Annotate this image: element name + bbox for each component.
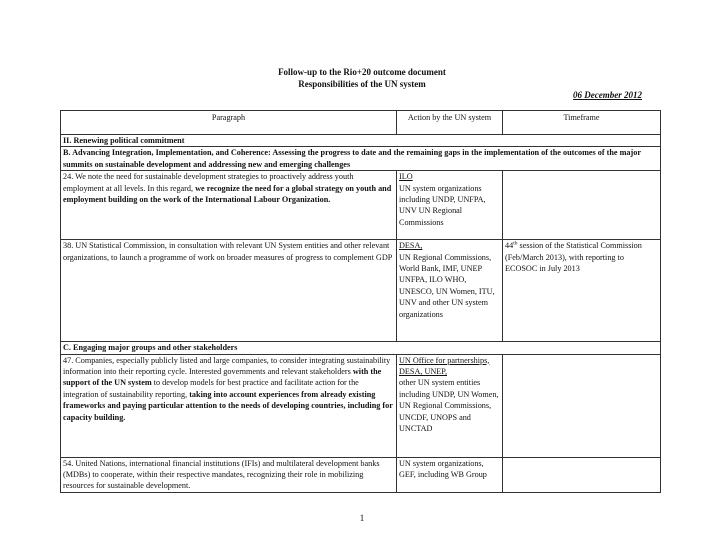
paragraph-cell: 54. United Nations, international financial institutions (IFIs) and multilateral development banks (MDBs) to cooperate, within their respective mandates, recognizing their role in mobilizing resources for sustainable development. [61,457,397,492]
table-header-row [61,111,661,135]
supporting-agencies: UN system organizations including UNDP, UNFPA, UNV UN Regional Commissions [399,183,486,227]
session-number: 44 [505,241,514,251]
section-row [61,342,661,354]
timeframe-cell [503,457,661,492]
paragraph-cell [61,354,397,457]
document-subtitle: Responsibilities of the UN system [298,79,426,89]
section-heading-ii: II. Renewing political commitment [61,135,661,147]
supporting-agencies: UN Regional Commissions, World Bank, IMF, UNEP UNFPA, ILO WHO, UNESCO, UN Women, ITU, UNV and other UN system organizations [399,252,495,319]
action-cell: UN system organizations, GEF, including WB Group [397,457,503,492]
paragraph-emphasis: taking into account experiences from already existing frameworks and paying particular attention to the needs of developing countries, including for capacity building. [63,389,393,422]
paragraph-cell [61,171,397,240]
timeframe-cell [503,171,661,240]
action-cell [397,171,503,240]
session-ordinal: th [513,240,518,247]
section-row [61,135,661,147]
paragraph-text: 47. Companies, especially publicly listed and large companies, to consider integrating sustainability information into their reporting cycle. Interested governments and relevant stakeholders [63,355,391,377]
lead-agency: UN Office for partnerships, DESA, UNEP, [399,355,490,377]
column-header-action: Action by the UN system [397,111,503,135]
supporting-agencies: other UN system entities including UNDP, UN Women, UN Regional Commissions, UNCDF, UNOPS and UNCTAD [399,378,499,434]
column-header-timeframe: Timeframe [503,111,661,135]
section-row [61,147,661,171]
table-row [61,457,661,492]
paragraph-cell: 38. UN Statistical Commission, in consultation with relevant UN System entities and other relevant organizations, to launch a programme of work on broader measures of progress to complement GDP [61,240,397,342]
action-cell [397,354,503,457]
page-number: 1 [359,513,365,523]
timeframe-cell [503,354,661,457]
document-date: 06 December 2012 [573,90,642,100]
lead-agency: ILO [399,172,413,182]
column-header-paragraph: Paragraph [61,111,397,135]
paragraph-emphasis: with the support of the UN system [63,367,382,388]
paragraph-text: 24. We note the need for sustainable development strategies to proactively address youth employment at all levels. In this regard, [63,172,354,193]
table-row [61,240,661,342]
lead-agency: DESA, [399,241,423,251]
responsibilities-table [60,110,661,493]
table-row [61,354,661,457]
paragraph-emphasis: we recognize the need for a global strategy on youth and employment building on the work of the International Labour Organization. [63,183,392,205]
timeframe-text: session of the Statistical Commission (Feb/March 2013), with reporting to ECOSOC in July 2013 [505,241,642,274]
table-row [61,171,661,240]
section-heading-b: B. Advancing Integration, Implementation, and Coherence: Assessing the progress to date and the remaining gaps in the implementation of the outcomes of the major summits on sustainable development and addressing new and emerging challenges [61,147,661,171]
document-title: Follow-up to the Rio+20 outcome document [278,67,446,77]
paragraph-text: to develop models for best practice and facilitate action for the integration of sustainability reporting, [63,378,359,399]
timeframe-cell [503,240,661,342]
action-cell [397,240,503,342]
section-heading-c: C. Engaging major groups and other stakeholders [61,342,661,354]
